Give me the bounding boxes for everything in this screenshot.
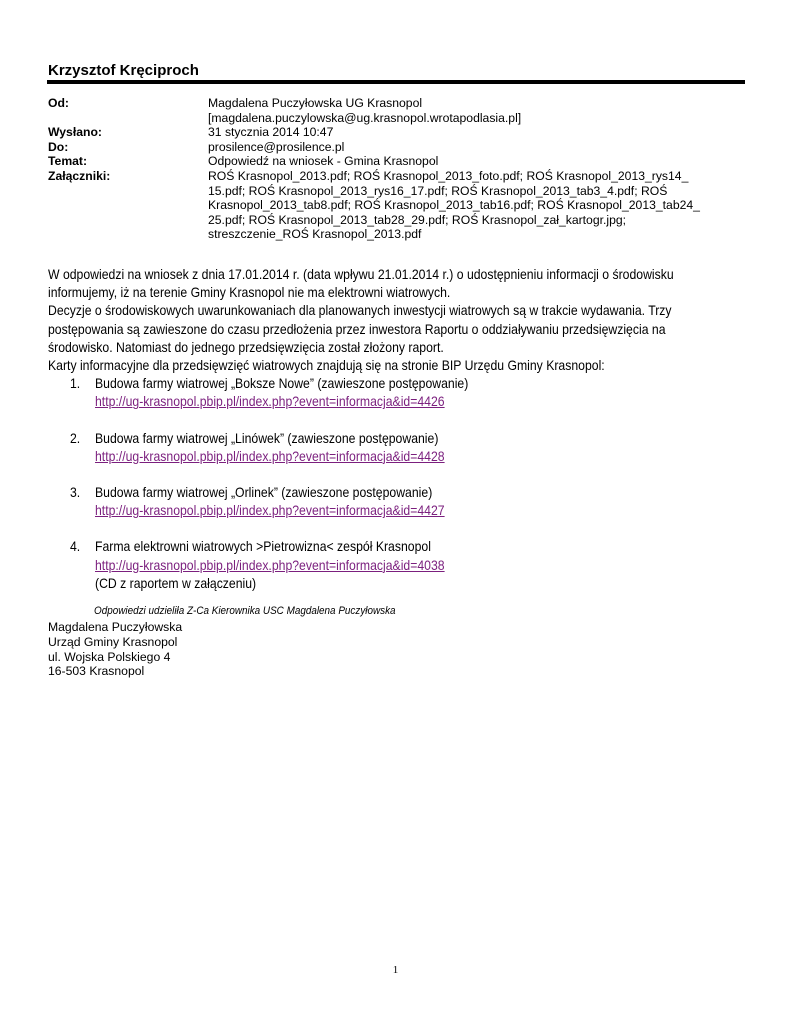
body-line: Karty informacyjne dla przedsięwzięć wiatrowych znajdują się na stronie BIP Urzędu Gminy Krasnopol: [48,358,605,374]
list-item [48,538,748,593]
bip-link[interactable]: http://ug-krasnopol.pbip.pl/index.php?event=informacja&id=4038 [95,557,445,573]
header-from [48,96,748,125]
signature-line: Magdalena Puczyłowska [48,620,183,634]
list-number: 3. [70,485,81,501]
bip-link[interactable]: http://ug-krasnopol.pbip.pl/index.php?event=informacja&id=4427 [95,503,445,519]
header-subject [48,154,748,169]
list-number: 4. [70,539,81,555]
header-value: [magdalena.puczylowska@ug.krasnopol.wrotapodlasia.pl] [208,110,522,125]
list-item-note: (CD z raportem w załączeniu) [95,575,257,591]
header-attachments [48,169,748,242]
list-item-title: Budowa farmy wiatrowej „Bokszе Nowe” (zawieszone postępowanie) [95,376,469,392]
signature-line: 16-503 Krasnopol [48,664,145,679]
list-number: 1. [70,376,81,392]
header-to [48,140,748,155]
body-line: informujemy, iż na terenie Gminy Krasnopol nie ma elektrowni wiatrowych. [48,285,451,301]
header-value: Magdalena Puczyłowska UG Krasnopol [208,96,423,110]
list-item-title: Budowa farmy wiatrowej „Orlinek” (zawieszone postępowanie) [95,485,433,501]
signature-line: ul. Wojska Polskiego 4 [48,649,171,664]
list-item [48,430,748,466]
body-line: środowisko. Natomiast do jednego przedsięwzięcia został złożony raport. [48,339,444,355]
list-item-title: Farma elektrowni wiatrowych >Pietrowizna< zespół Krasnopol [95,539,431,555]
list-item [48,375,748,411]
header-value: Odpowiedź na wniosek - Gmina Krasnopol [208,154,439,169]
sender-title: Krzysztof Kręciproch [48,62,199,79]
list-item-title: Budowa farmy wiatrowej „Linówek” (zawieszone postępowanie) [95,430,439,446]
header-label: Wysłano: [48,125,102,140]
project-list [48,375,748,593]
signature-line: Urząd Gminy Krasnopol [48,634,178,649]
attachment-line: 15.pdf; ROŚ Krasnopol_2013_rys16_17.pdf; ROŚ Krasnopol_2013_tab3_4.pdf; ROŚ [208,183,668,198]
email-headers [48,96,748,242]
attachment-line: ROŚ Krasnopol_2013.pdf; ROŚ Krasnopol_2013_foto.pdf; ROŚ Krasnopol_2013_rys14_ [208,168,689,183]
header-label: Temat: [48,154,88,169]
signature-block [48,605,648,679]
attachment-line: 25.pdf; ROŚ Krasnopol_2013_tab28_29.pdf; ROŚ Krasnopol_zał_kartogr.jpg; [208,212,627,227]
attachment-line: streszczenie_ROŚ Krasnopol_2013.pdf [208,227,422,242]
list-number: 2. [70,430,81,446]
email-body [48,266,748,593]
body-line: Decyzje o środowiskowych uwarunkowaniach dla planowanych inwestycji wiatrowych są w trakcie wydawania. Trzy [48,303,672,319]
signature-note: Odpowiedzi udzieliła Z-Ca Kierownika USC Magdalena Puczyłowska [94,605,396,617]
bip-link[interactable]: http://ug-krasnopol.pbip.pl/index.php?event=informacja&id=4426 [95,394,445,410]
bip-link[interactable]: http://ug-krasnopol.pbip.pl/index.php?event=informacja&id=4428 [95,448,445,464]
header-label: Załączniki: [48,168,111,183]
list-item [48,484,748,520]
title-rule [47,80,745,84]
header-sent [48,125,748,140]
body-line: postępowania są zawieszone do czasu przedłożenia przez inwestora Raportu o oddziaływaniu przedsięwzięcia na [48,321,666,337]
header-value: 31 stycznia 2014 10:47 [208,125,334,140]
body-line: W odpowiedzi na wniosek z dnia 17.01.2014 r. (data wpływu 21.01.2014 r.) o udostępnieniu informacji o środowisku [48,267,674,282]
header-label: Od: [48,96,69,110]
page-number: 1 [392,964,399,976]
attachment-line: Krasnopol_2013_tab8.pdf; ROŚ Krasnopol_2013_tab16.pdf; ROŚ Krasnopol_2013_tab24_ [208,198,700,213]
header-label: Do: [48,139,69,154]
header-value: prosilence@prosilence.pl [208,139,345,154]
